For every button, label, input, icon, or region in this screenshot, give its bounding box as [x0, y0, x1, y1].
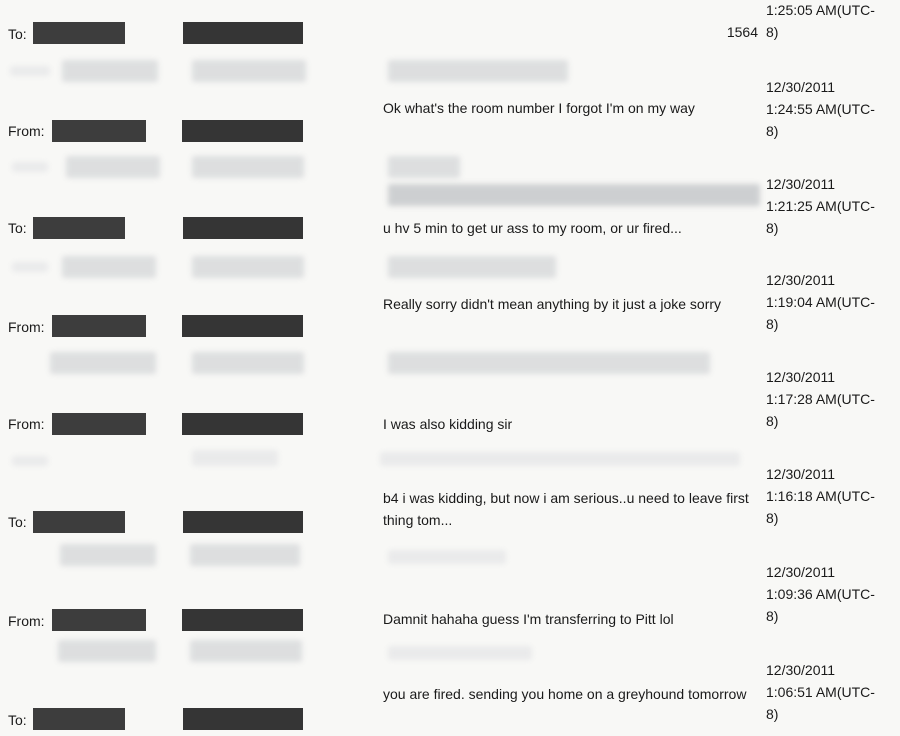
bleed-through — [192, 450, 278, 466]
message-text: Ok what's the room number I forgot I'm on my way — [383, 100, 695, 116]
redacted-contact — [183, 511, 303, 533]
bleed-through — [192, 256, 304, 278]
bleed-through — [62, 256, 156, 278]
redacted-contact — [183, 217, 303, 239]
bleed-through — [58, 640, 156, 662]
message-timestamp: 12/30/2011 1:19:04 AM(UTC- 8) — [766, 272, 875, 332]
message-timestamp: 12/30/2011 1:21:25 AM(UTC- 8) — [766, 176, 875, 236]
redacted-name — [33, 217, 125, 239]
redacted-contact — [182, 413, 303, 435]
bleed-through — [388, 184, 760, 206]
redacted-name — [52, 315, 146, 337]
redacted-name — [52, 120, 146, 142]
redacted-name — [33, 708, 125, 730]
message-timestamp: 12/30/2011 1:24:55 AM(UTC- 8) — [766, 79, 875, 139]
redacted-name — [33, 511, 125, 533]
redacted-contact — [182, 120, 303, 142]
redacted-name — [52, 609, 146, 631]
redacted-contact — [182, 315, 303, 337]
bleed-through — [12, 456, 48, 466]
bleed-through — [388, 646, 532, 660]
bleed-through — [12, 162, 48, 172]
message-timestamp: 12/30/2011 1:06:51 AM(UTC- 8) — [766, 662, 875, 722]
message-timestamp: 1:25:05 AM(UTC- 8) — [766, 2, 875, 40]
bleed-through — [50, 352, 156, 374]
message-timestamp: 12/30/2011 1:17:28 AM(UTC- 8) — [766, 369, 875, 429]
page-number: 1564 — [726, 24, 758, 40]
message-text: Really sorry didn't mean anything by it just a joke sorry — [383, 296, 722, 312]
direction-label: From: — [8, 319, 45, 335]
bleed-through — [60, 544, 156, 566]
bleed-through — [388, 156, 460, 178]
bleed-through — [192, 352, 304, 374]
redacted-name — [33, 22, 125, 44]
message-timestamp: 12/30/2011 1:16:18 AM(UTC- 8) — [766, 466, 875, 526]
direction-label: To: — [8, 712, 27, 728]
redacted-contact — [183, 708, 303, 730]
direction-label: From: — [8, 123, 45, 139]
bleed-through — [388, 256, 556, 278]
redacted-name — [52, 413, 146, 435]
redacted-contact — [182, 609, 303, 631]
message-text: Damnit hahaha guess I'm transferring to Pitt lol — [383, 611, 674, 627]
bleed-through — [66, 156, 160, 178]
direction-label: From: — [8, 416, 45, 432]
direction-label: To: — [8, 26, 27, 42]
bleed-through — [388, 550, 506, 564]
direction-label: To: — [8, 220, 27, 236]
message-text: I was also kidding sir — [383, 416, 513, 432]
bleed-through — [12, 262, 48, 272]
bleed-through — [62, 60, 158, 82]
message-text: u hv 5 min to get ur ass to my room, or ur fired... — [383, 220, 682, 236]
bleed-through — [388, 60, 568, 82]
message-text: b4 i was kidding, but now i am serious..u need to leave first thing tom... — [383, 490, 749, 528]
bleed-through — [10, 66, 50, 76]
bleed-through — [190, 544, 300, 566]
direction-label: To: — [8, 514, 27, 530]
bleed-through — [192, 60, 306, 82]
bleed-through — [190, 640, 302, 662]
message-timestamp: 12/30/2011 1:09:36 AM(UTC- 8) — [766, 564, 875, 624]
message-text: you are fired. sending you home on a greyhound tomorrow — [383, 686, 747, 702]
redacted-contact — [183, 22, 303, 44]
direction-label: From: — [8, 613, 45, 629]
bleed-through — [388, 352, 710, 374]
bleed-through — [192, 156, 304, 178]
bleed-through — [380, 452, 740, 466]
